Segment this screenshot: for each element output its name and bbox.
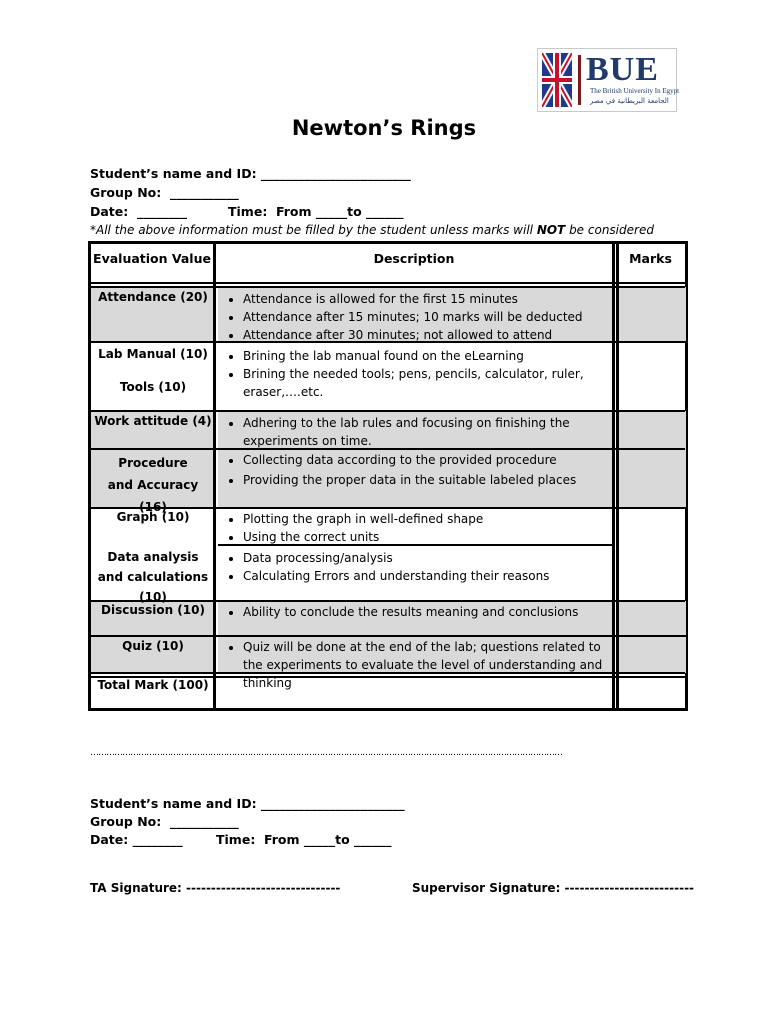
- list-item: • Using the correct units: [243, 528, 613, 546]
- ta-signature-field[interactable]: TA Signature: -------------------------------: [90, 881, 341, 895]
- student-name-field-bottom[interactable]: Student’s name and ID: _______________________: [90, 796, 405, 811]
- header-description: Description: [373, 251, 455, 266]
- criterion-lab-manual: Lab Manual (10): [98, 347, 208, 361]
- logo-english-name: The British University In Egypt: [590, 87, 680, 95]
- marks-cell-discussion[interactable]: [619, 602, 685, 634]
- description-attendance: [221, 290, 613, 344]
- time-field[interactable]: Time: From _____to ______: [228, 204, 404, 219]
- list-item: • Providing the proper data in the suitable labeled places: [243, 471, 613, 489]
- note-text-start: *All the above information must be filled by the student unless marks will: [90, 223, 537, 237]
- time-field-bottom[interactable]: Time: From _____to ______: [216, 832, 392, 847]
- criterion-work-attitude: Work attitude (4): [94, 414, 212, 428]
- group-number-field-bottom[interactable]: Group No: ___________: [90, 814, 239, 829]
- description-work-attitude: [221, 414, 613, 450]
- supervisor-signature-field[interactable]: Supervisor Signature: --------------------------: [412, 881, 695, 895]
- list-item: • Brining the needed tools; pens, pencils, calculator, ruler, eraser,….etc.: [243, 365, 613, 401]
- criterion-quiz: Quiz (10): [122, 639, 184, 653]
- instruction-note: [90, 223, 654, 237]
- criterion-graph: Graph (10): [116, 510, 190, 524]
- date-field-bottom[interactable]: Date: ________: [90, 832, 183, 847]
- criterion-tools: Tools (10): [119, 380, 187, 394]
- note-emphasis: NOT: [536, 223, 566, 237]
- list-item: • Ability to conclude the results meaning and conclusions: [243, 603, 613, 621]
- logo-divider: [578, 55, 581, 105]
- list-item: • Plotting the graph in well-defined shape: [243, 510, 613, 528]
- logo-name: BUE: [586, 51, 659, 88]
- list-item: • Brining the lab manual found on the eLearning: [243, 347, 613, 365]
- list-item: • Attendance is allowed for the first 15 minutes: [243, 290, 613, 308]
- description-discussion: [221, 603, 613, 621]
- criterion-total-mark: Total Mark (100): [97, 678, 209, 692]
- marks-cell-work-attitude[interactable]: [619, 412, 685, 447]
- marks-cell-lab-manual-tools[interactable]: [619, 343, 685, 409]
- header-marks: Marks: [629, 251, 672, 266]
- list-item: • Quiz will be done at the end of the lab; questions related to the experiments to evaluate the level of understanding and thinking: [243, 638, 613, 692]
- marks-cell-attendance[interactable]: [619, 288, 685, 340]
- marks-cell-total[interactable]: [619, 678, 685, 708]
- description-quiz: [221, 638, 613, 692]
- description-graph: [221, 510, 613, 546]
- union-flag-icon: [542, 53, 572, 107]
- list-item: • Attendance after 30 minutes; not allowed to attend: [243, 326, 613, 344]
- list-item: • Data processing/analysis: [243, 549, 613, 567]
- description-lab-manual-tools: [221, 347, 613, 401]
- page-title: Newton’s Rings: [291, 116, 477, 140]
- list-item: • Attendance after 15 minutes; 10 marks will be deducted: [243, 308, 613, 326]
- student-name-field[interactable]: Student’s name and ID: ________________________: [90, 166, 411, 181]
- criterion-procedure-accuracy: Procedure and Accuracy (16): [107, 456, 199, 514]
- marks-cell-quiz[interactable]: [619, 637, 685, 671]
- list-item: • Adhering to the lab rules and focusing on finishing the experiments on time.: [243, 414, 613, 450]
- criterion-attendance: Attendance (20): [98, 290, 208, 304]
- group-number-field[interactable]: Group No: ___________: [90, 185, 239, 200]
- note-text-end: be considered: [565, 223, 654, 237]
- marks-cell-procedure-accuracy[interactable]: [619, 450, 685, 506]
- cut-line-separator: ……………………………………………………………………………………………………………………………………………………………: [90, 748, 562, 758]
- logo-arabic-name: الجامعة البريطانية في مصر: [590, 97, 669, 105]
- evaluation-table: [88, 241, 688, 711]
- description-data-analysis: [221, 549, 613, 585]
- criterion-data-analysis: Data analysis and calculations (10): [97, 550, 209, 604]
- description-procedure-accuracy: [221, 451, 613, 489]
- date-field[interactable]: Date: ________: [90, 204, 187, 219]
- header-evaluation-value: Evaluation Value: [93, 251, 211, 266]
- marks-cell-graph-analysis[interactable]: [619, 509, 685, 599]
- criterion-discussion: Discussion (10): [101, 603, 205, 617]
- bue-logo: [537, 48, 680, 112]
- list-item: • Calculating Errors and understanding their reasons: [243, 567, 613, 585]
- list-item: • Collecting data according to the provided procedure: [243, 451, 613, 469]
